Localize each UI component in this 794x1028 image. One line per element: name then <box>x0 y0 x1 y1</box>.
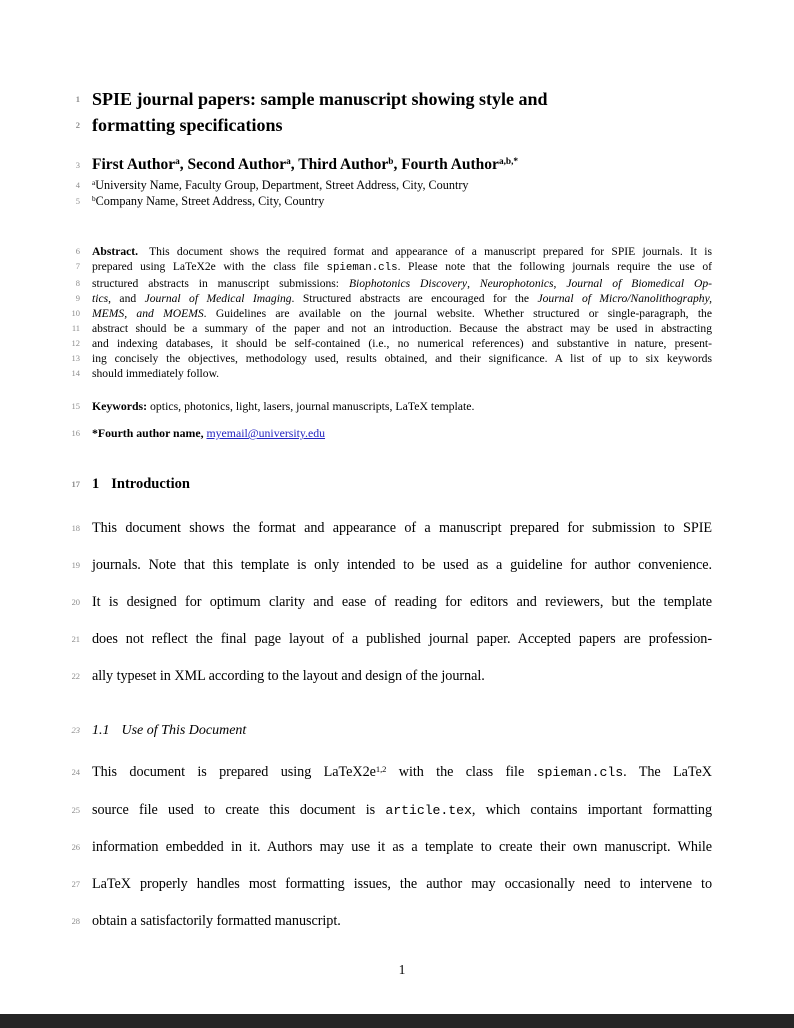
line-text <box>92 291 712 306</box>
text-segment: *Fourth author name, <box>92 426 207 440</box>
text-segment: Journal of Micro/Nanolithography, <box>537 292 712 305</box>
line-text <box>92 112 712 138</box>
text-segment: article.tex <box>385 803 472 818</box>
line-number: 24 <box>71 767 80 777</box>
document-line <box>71 754 713 792</box>
text-segment: SPIE journal papers: sample manuscript showing style and <box>92 89 548 109</box>
line-text <box>92 306 712 321</box>
text-segment: This document shows the format and appearance of a manuscript prepared for submission to SPIE <box>92 520 712 536</box>
text-segment: , <box>467 277 480 290</box>
line-text <box>92 178 712 194</box>
line-text <box>92 547 712 584</box>
document-line <box>71 399 712 414</box>
email-link[interactable]: myemail@university.edu <box>206 426 326 440</box>
text-segment: LaTeX properly handles most formatting issues, the author may occasionally need to intervene to <box>92 876 712 892</box>
page-number: 1 <box>398 962 406 977</box>
text-segment: This document is prepared using LaTeX2e <box>92 764 376 780</box>
text-segment: 1 <box>92 476 100 492</box>
document-line <box>75 112 712 138</box>
line-number: 10 <box>71 308 80 318</box>
line-number: 1 <box>75 94 80 104</box>
line-number: 23 <box>71 725 80 735</box>
document-line <box>71 426 712 441</box>
block-section <box>71 475 712 494</box>
document-line <box>75 86 712 112</box>
line-text <box>92 903 712 940</box>
line-text <box>92 399 712 414</box>
line-text <box>92 259 712 276</box>
block-affiliations <box>75 178 712 210</box>
line-number: 22 <box>71 671 80 681</box>
text-segment: . Please note that the following journals require the use of <box>397 260 712 273</box>
line-text <box>92 658 712 695</box>
line-number: 2 <box>75 120 80 130</box>
document-line <box>71 621 712 658</box>
line-text <box>92 366 712 381</box>
text-segment: MEMS, and MOEMS <box>92 307 204 320</box>
text-segment: University Name, Faculty Group, Department, Street Address, City, Country <box>95 178 469 192</box>
line-text <box>92 351 712 366</box>
line-text <box>92 721 712 740</box>
text-segment: It is designed for optimum clarity and ease of reading for editors and reviewers, but the template <box>92 594 712 610</box>
document-line <box>71 366 712 381</box>
line-number: 13 <box>71 353 80 363</box>
text-segment: tics <box>92 292 109 305</box>
block-abstract <box>71 244 712 381</box>
text-segment: formatting specifications <box>92 115 283 135</box>
text-segment: Keywords: <box>92 399 148 413</box>
text-segment: , Fourth Author <box>393 156 499 173</box>
text-segment: Journal of Biomedical Op- <box>566 277 712 290</box>
document-line <box>71 584 712 621</box>
text-segment: , which contains important formatting <box>471 802 713 818</box>
line-text <box>92 321 712 336</box>
text-segment: Journal of Medical Imaging <box>144 292 292 305</box>
block-paragraph <box>71 754 713 940</box>
document-line <box>71 336 712 351</box>
text-segment: a <box>286 157 291 168</box>
block-title <box>75 86 712 138</box>
block-authors <box>75 156 712 176</box>
document-line <box>75 178 712 194</box>
text-segment: a <box>175 157 180 168</box>
document-line <box>75 259 712 276</box>
line-text <box>92 584 712 621</box>
document-line <box>71 547 712 584</box>
text-segment: b <box>388 157 394 168</box>
document-line <box>71 658 712 695</box>
document-line <box>75 244 712 259</box>
page-bottom-edge <box>0 1014 794 1028</box>
line-number: 11 <box>71 323 80 333</box>
line-number: 19 <box>71 560 80 570</box>
line-number: 3 <box>75 160 80 170</box>
text-segment: a <box>92 178 96 188</box>
text-segment: optics, photonics, light, lasers, journal manuscripts, LaTeX template. <box>147 399 475 413</box>
text-segment: First Author <box>92 156 176 173</box>
document-line <box>71 475 712 494</box>
line-number: 17 <box>71 479 80 489</box>
text-segment: spieman.cls <box>326 262 398 274</box>
block-footnote <box>71 426 712 441</box>
text-segment: , and <box>108 292 145 305</box>
text-segment: Use of This Document <box>121 723 247 738</box>
line-text <box>92 276 712 291</box>
text-segment: abstract should be a summary of the paper and not an introduction. Because the abstract may be used in abstracting <box>92 322 712 335</box>
line-number: 16 <box>71 428 80 438</box>
line-number: 18 <box>71 523 80 533</box>
document-line <box>71 866 712 903</box>
text-segment: does not reflect the final page layout of a published journal paper. Accepted papers are profession- <box>92 631 712 647</box>
line-number: 7 <box>75 261 80 271</box>
text-segment: ally typeset in XML according to the layout and design of the journal. <box>92 668 485 684</box>
block-paragraph <box>71 510 712 695</box>
text-segment: prepared using LaTeX2e with the class file <box>92 260 327 273</box>
document-line <box>71 510 712 547</box>
text-segment: should immediately follow. <box>92 367 220 380</box>
line-text <box>92 829 712 866</box>
document-line <box>75 156 712 176</box>
line-number: 20 <box>71 597 80 607</box>
document-line <box>71 903 712 940</box>
document-line <box>75 194 712 210</box>
text-segment: information embedded in it. Authors may use it as a template to create their own manuscript. While <box>92 839 712 855</box>
text-segment: spieman.cls <box>536 765 624 780</box>
text-segment: journals. Note that this template is only intended to be used as a guideline for author convenience. <box>92 557 712 573</box>
text-segment: Neurophotonics <box>479 277 554 290</box>
text-segment: Company Name, Street Address, City, Country <box>95 194 325 208</box>
document-line <box>71 792 713 829</box>
block-keywords <box>71 399 712 414</box>
document-line <box>71 829 712 866</box>
text-segment: . Structured abstracts are encouraged for the <box>291 292 538 305</box>
line-number: 5 <box>75 196 80 206</box>
text-segment: a,b,* <box>498 157 519 168</box>
document-body <box>71 86 713 978</box>
line-number: 12 <box>71 338 80 348</box>
text-segment: . Guidelines are available on the journal website. Whether structured or single-paragraph, the <box>203 307 712 320</box>
line-text <box>92 426 712 441</box>
text-segment: 1.1 <box>92 723 110 738</box>
text-segment: obtain a satisfactorily formatted manuscript. <box>92 913 341 929</box>
text-segment: , Second Author <box>179 156 287 173</box>
text-segment: Abstract. <box>92 245 139 258</box>
document-line <box>71 306 712 321</box>
line-number: 26 <box>71 842 80 852</box>
line-number: 6 <box>75 246 80 256</box>
line-text <box>92 194 712 210</box>
document-line <box>75 291 712 306</box>
line-number: 9 <box>75 293 80 303</box>
document-line <box>75 276 712 291</box>
line-text <box>92 475 712 494</box>
line-text <box>92 792 712 829</box>
line-text <box>92 510 712 547</box>
line-number: 21 <box>71 634 80 644</box>
line-number: 28 <box>71 916 80 926</box>
line-text <box>92 244 712 259</box>
line-text <box>92 866 712 903</box>
document-line <box>71 351 712 366</box>
line-number: 27 <box>71 879 80 889</box>
text-segment: 1,2 <box>375 763 387 774</box>
line-number: 4 <box>75 180 80 190</box>
text-segment: source file used to create this document is <box>92 802 386 818</box>
text-segment: , Third Author <box>290 156 389 173</box>
line-text <box>92 156 712 176</box>
text-segment: , <box>553 277 567 290</box>
document-line <box>71 321 712 336</box>
line-number: 14 <box>71 368 80 378</box>
text-segment: b <box>92 194 96 204</box>
text-segment: Introduction <box>111 476 190 492</box>
text-segment: and indexing databases, it should be self-contained (i.e., no numerical references) and substantive in nature, present- <box>92 337 712 350</box>
text-segment: structured abstracts in manuscript submissions: <box>92 277 349 290</box>
text-segment: This document shows the required format and appearance of a manuscript prepared for SPIE journals. It is <box>142 245 712 258</box>
text-segment: . The LaTeX <box>623 764 713 780</box>
line-number: 15 <box>71 401 80 411</box>
text-segment: Biophotonics Discovery <box>348 277 468 290</box>
line-text <box>92 754 712 792</box>
text-segment: with the class file <box>386 764 537 780</box>
block-subsection <box>71 721 712 740</box>
document-line <box>71 721 712 740</box>
line-text <box>92 86 712 112</box>
line-number: 25 <box>71 805 80 815</box>
line-number: 8 <box>75 278 80 288</box>
text-segment: ing concisely the objectives, methodology used, results obtained, and their significance. A list of up to six keywords <box>92 352 712 365</box>
line-text <box>92 621 712 658</box>
line-text <box>92 336 712 351</box>
